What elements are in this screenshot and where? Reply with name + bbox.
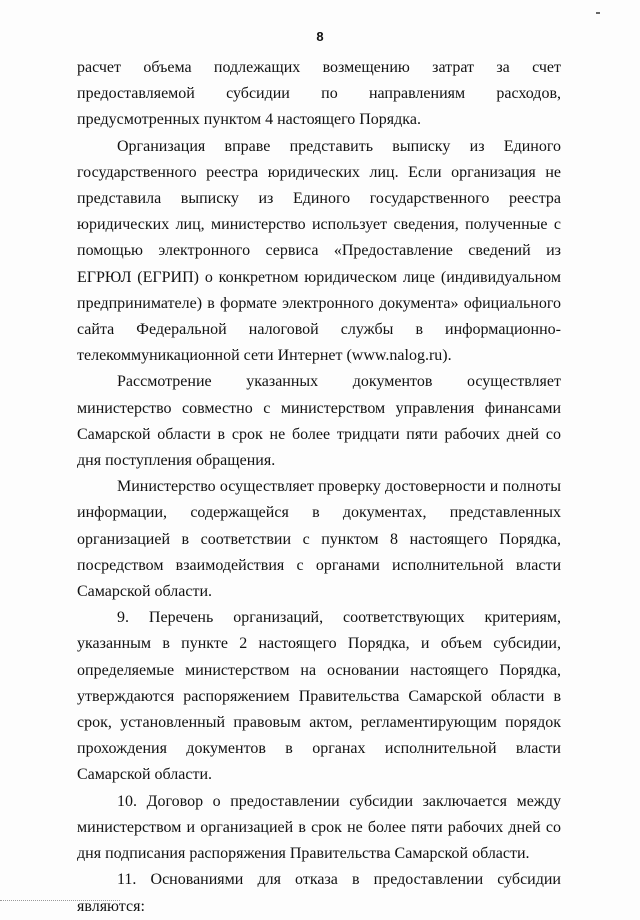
paragraph-5: 9. Перечень организаций, соответствующих критериям, указанным в пункте 2 настоящего Порядка, и объем субсидии, определяемые министерством на основании настоящего Порядка, утверждаются распоряжением Правительства Самарской области в срок, установленный правовым актом, регламентирующим порядок прохождения документов в органах исполнительной власти Самарской области. (77, 609, 561, 784)
scan-mark (596, 12, 600, 14)
paragraph-4: Министерство осуществляет проверку достоверности и полноты информации, содержащейся в документах, представленных организацией в соответствии с пунктом 8 настоящего Порядка, посредством взаимодействия с органами исполнительной власти Самарской области. (77, 478, 561, 601)
paragraph-7: 11. Основаниями для отказа в предоставлении субсидии являются: (77, 871, 561, 915)
document-body (77, 55, 561, 920)
paragraph-1: расчет объема подлежащих возмещению затрат за счет предоставляемой субсидии по направлениям расходов, предусмотренных пунктом 4 настоящего Порядка. (77, 59, 561, 129)
page-number: 8 (316, 29, 324, 44)
paragraph-2: Организация вправе представить выписку из Единого государственного реестра юридических лиц. Если организация не представила выписку из Единого государственного реестра юридических лиц, министерство использует сведения, полученные с помощью электронного сервиса «Предоставление сведений из ЕГРЮЛ (ЕГРИП) о конкретном юридическом лице (индивидуальном предпринимателе) в формате электронного документа» официального сайта Федеральной налоговой службы в информационно-телекоммуникационной сети Интернет (www.nalog.ru). (77, 137, 561, 365)
scan-edge-line (0, 900, 120, 902)
paragraph-3: Рассмотрение указанных документов осуществляет министерство совместно с министерством управления финансами Самарской области в срок не более тридцати пяти рабочих дней со дня поступления обращения. (77, 373, 561, 470)
paragraph-6: 10. Договор о предоставлении субсидии заключается между министерством и организацией в срок не более пяти рабочих дней со дня подписания распоряжения Правительства Самарской области. (77, 792, 561, 863)
